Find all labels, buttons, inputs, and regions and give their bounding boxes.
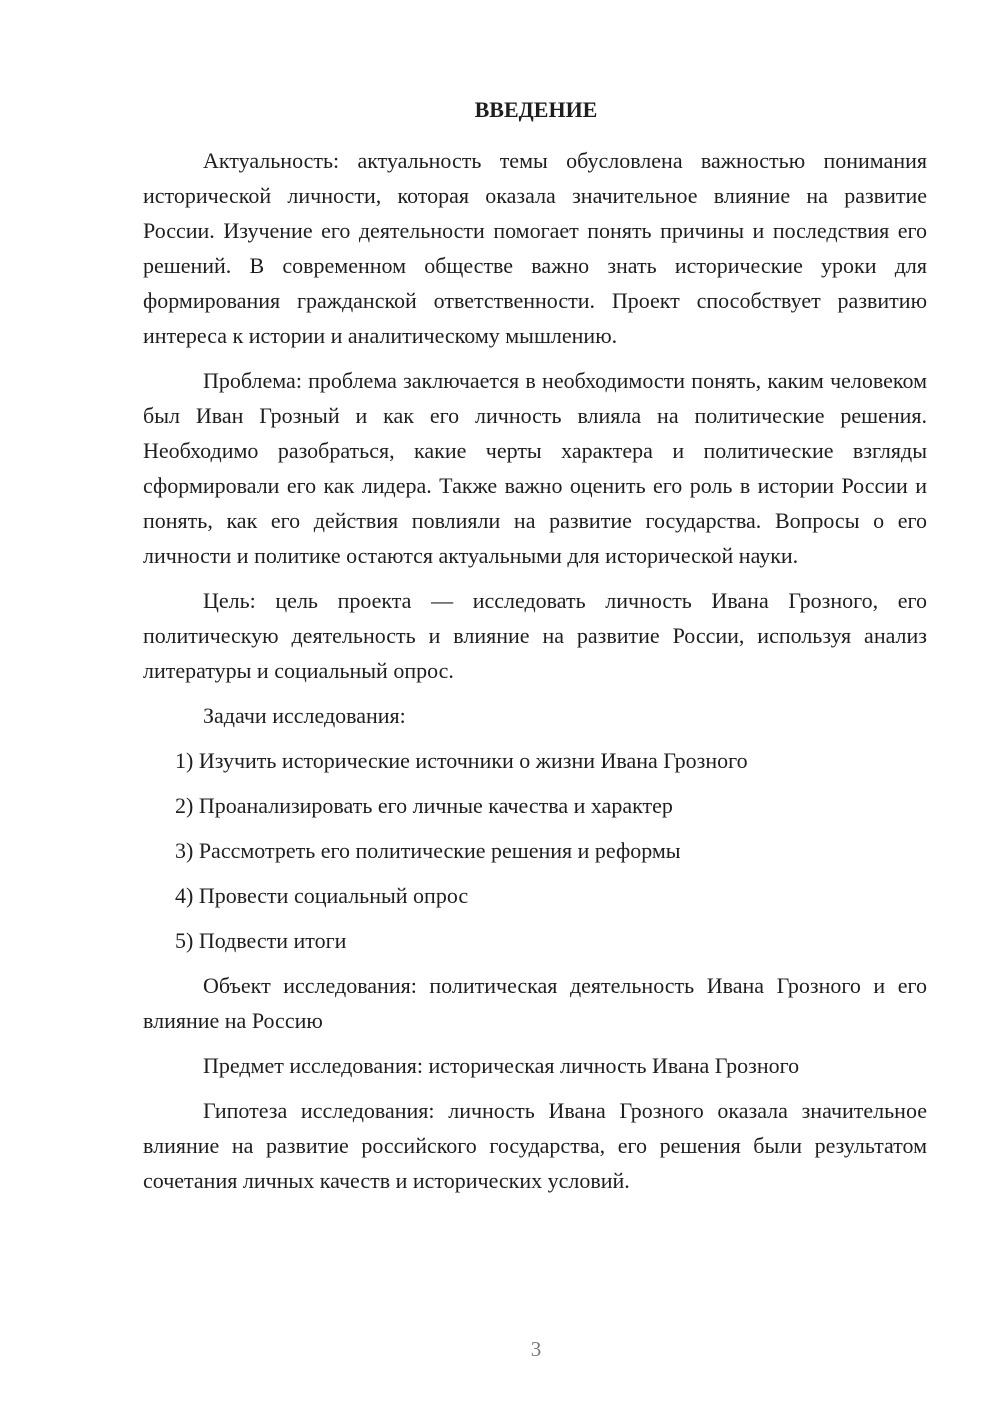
hypothesis-paragraph: Гипотеза исследования: личность Ивана Грозного оказала значительное влияние на развитие российского государства, его решения были результатом сочетания личных качеств и исторических условий. — [143, 1098, 927, 1193]
list-item: 3) Рассмотреть его политические решения и реформы — [175, 838, 681, 863]
list-item: 2) Проанализировать его личные качества и характер — [175, 793, 673, 818]
page-number: 3 — [530, 1337, 542, 1361]
tasks-list — [143, 743, 927, 958]
problem-paragraph: Проблема: проблема заключается в необходимости понять, каким человеком был Иван Грозный и как его личность влияла на политические решения. Необходимо разобраться, какие черты характера и политические взгляды сформировали его как лидера. Также важно оценить его роль в истории России и понять, как его действия повлияли на развитие государства. Вопросы о его личности и политике остаются актуальными для исторической науки. — [143, 368, 927, 568]
goal-paragraph: Цель: цель проекта — исследовать личность Ивана Грозного, его политическую деятельность и влияние на развитие России, используя анализ литературы и социальный опрос. — [143, 588, 927, 683]
list-item: 4) Провести социальный опрос — [175, 883, 469, 908]
list-item: 1) Изучить исторические источники о жизни Ивана Грозного — [175, 748, 748, 773]
page-title: ВВЕДЕНИЕ — [474, 97, 598, 122]
object-paragraph: Объект исследования: политическая деятельность Ивана Грозного и его влияние на Россию — [143, 973, 927, 1033]
relevance-paragraph: Актуальность: актуальность темы обусловлена важностью понимания исторической личности, которая оказала значительное влияние на развитие России. Изучение его деятельности помогает понять причины и последствия его решений. В современном обществе важно знать исторические уроки для формирования гражданской ответственности. Проект способствует развитию интереса к истории и аналитическому мышлению. — [143, 148, 927, 348]
list-item: 5) Подвести итоги — [175, 928, 347, 953]
document-body — [143, 143, 927, 1208]
tasks-heading: Задачи исследования: — [203, 703, 406, 728]
subject-paragraph: Предмет исследования: историческая личность Ивана Грозного — [203, 1053, 800, 1078]
